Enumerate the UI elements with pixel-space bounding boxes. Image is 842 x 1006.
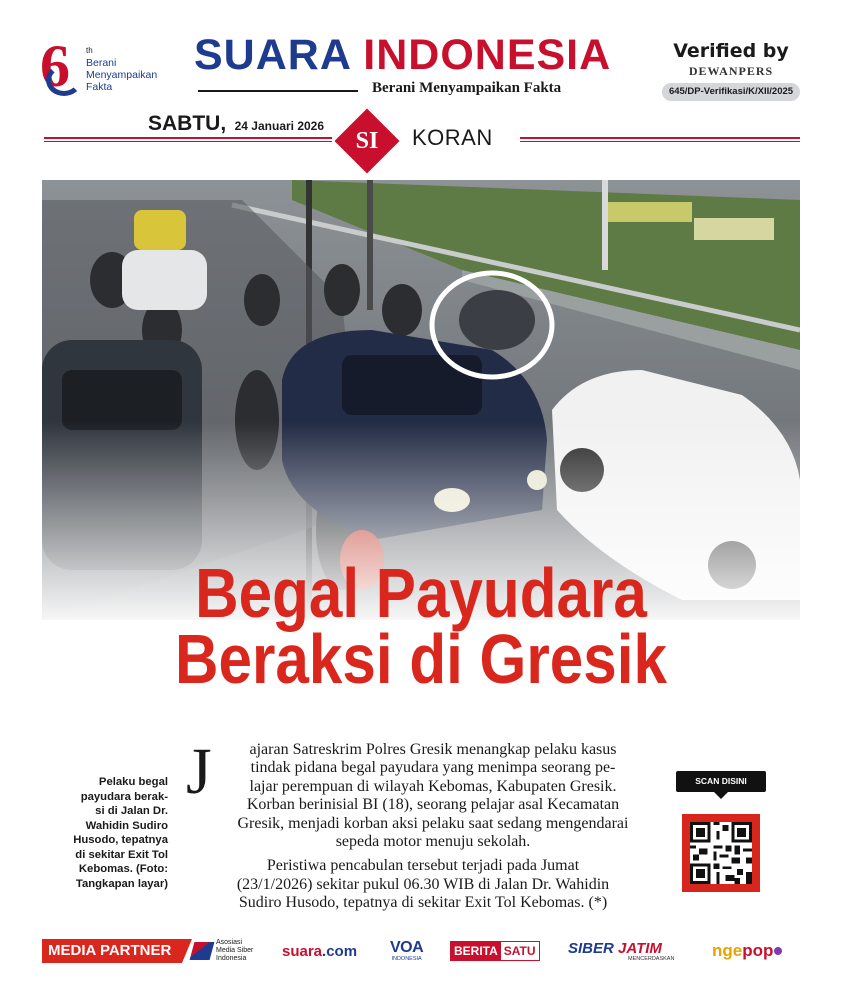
masthead-indonesia: INDONESIA	[363, 31, 612, 79]
masthead-tagline: Berani Menyampaikan Fakta	[372, 80, 562, 96]
headline-line-1: Begal Payudara	[195, 554, 647, 632]
date-day: SABTU,	[148, 112, 227, 135]
headline	[42, 554, 800, 698]
partner-suara[interactable]: suara .com	[282, 942, 358, 960]
drop-cap: J	[186, 735, 212, 808]
anniversary-logo	[40, 33, 190, 100]
divider-right	[520, 137, 800, 142]
anniversary-tagline: Berani Menyampaikan Fakta	[86, 57, 158, 94]
amsi-logo-icon	[190, 942, 215, 960]
verified-org: DEWANPERS	[688, 64, 774, 78]
article-body	[186, 735, 658, 913]
masthead-suara: SUARA	[194, 31, 351, 79]
scan-label: SCAN DISINI	[676, 771, 766, 792]
anniversary-number: 6	[40, 33, 70, 99]
verified-badge	[660, 42, 802, 101]
article-paragraph-1: ajaran Satreskrim Polres Gresik menangkap pelaku kasus tindak pidana begal payudara yang menimpa seorang pe- lajar perempuan di wilayah Kebomas, Kabupaten Gresik. Korban berinisial BI (18), seorang pelajar asal Kecamatan Gresik, menjadi korban aksi pelaku saat sedang mengendarai sepeda motor menuju sekolah.	[237, 741, 629, 851]
masthead[interactable]	[194, 31, 646, 96]
partner-voa[interactable]: VOA INDONESIA	[390, 939, 424, 962]
date-text: 24 Januari 2026	[234, 119, 325, 133]
dateline	[148, 112, 324, 136]
headline-line-2: Beraksi di Gresik	[175, 620, 667, 698]
qr-code[interactable]	[682, 814, 760, 892]
partner-amsi[interactable]: Asosiasi Media Siber Indonesia	[192, 939, 253, 963]
photo-caption: Pelaku begal payudara berak- si di Jalan Dr. Wahidin Sudiro Husodo, tepatnya di sekitar Exit Tol Kebomas. (Foto: Tangkapan layar)	[73, 776, 168, 890]
partner-ngepop[interactable]: nge pop	[712, 939, 782, 963]
article-paragraph-2: Peristiwa pencabulan tersebut terjadi pada Jumat (23/1/2026) sekitar pukul 06.30 WIB di Jalan Dr. Wahidin Sudiro Husodo, tepatnya di sekitar Exit Tol Kebomas. (*)	[236, 857, 610, 912]
edition-label: KORAN	[412, 125, 493, 150]
divider-left	[44, 137, 332, 142]
media-partner-label: MEDIA PARTNER	[42, 939, 182, 963]
verification-number: 645/DP-Verifikasi/K/XII/2025	[662, 83, 800, 101]
anniversary-suffix: th	[86, 46, 93, 55]
partner-siberjatim[interactable]: SIBER JATIM MENCERDASKAN	[568, 939, 675, 962]
partner-beritasatu[interactable]: BERITA SATU	[450, 941, 540, 961]
qr-code-icon	[690, 822, 752, 884]
verified-title: Verified by	[673, 40, 789, 62]
ngepop-badge-icon	[774, 947, 782, 955]
masthead-divider	[198, 90, 358, 92]
si-logo-text: SI	[355, 128, 379, 154]
masthead-title	[194, 31, 646, 79]
